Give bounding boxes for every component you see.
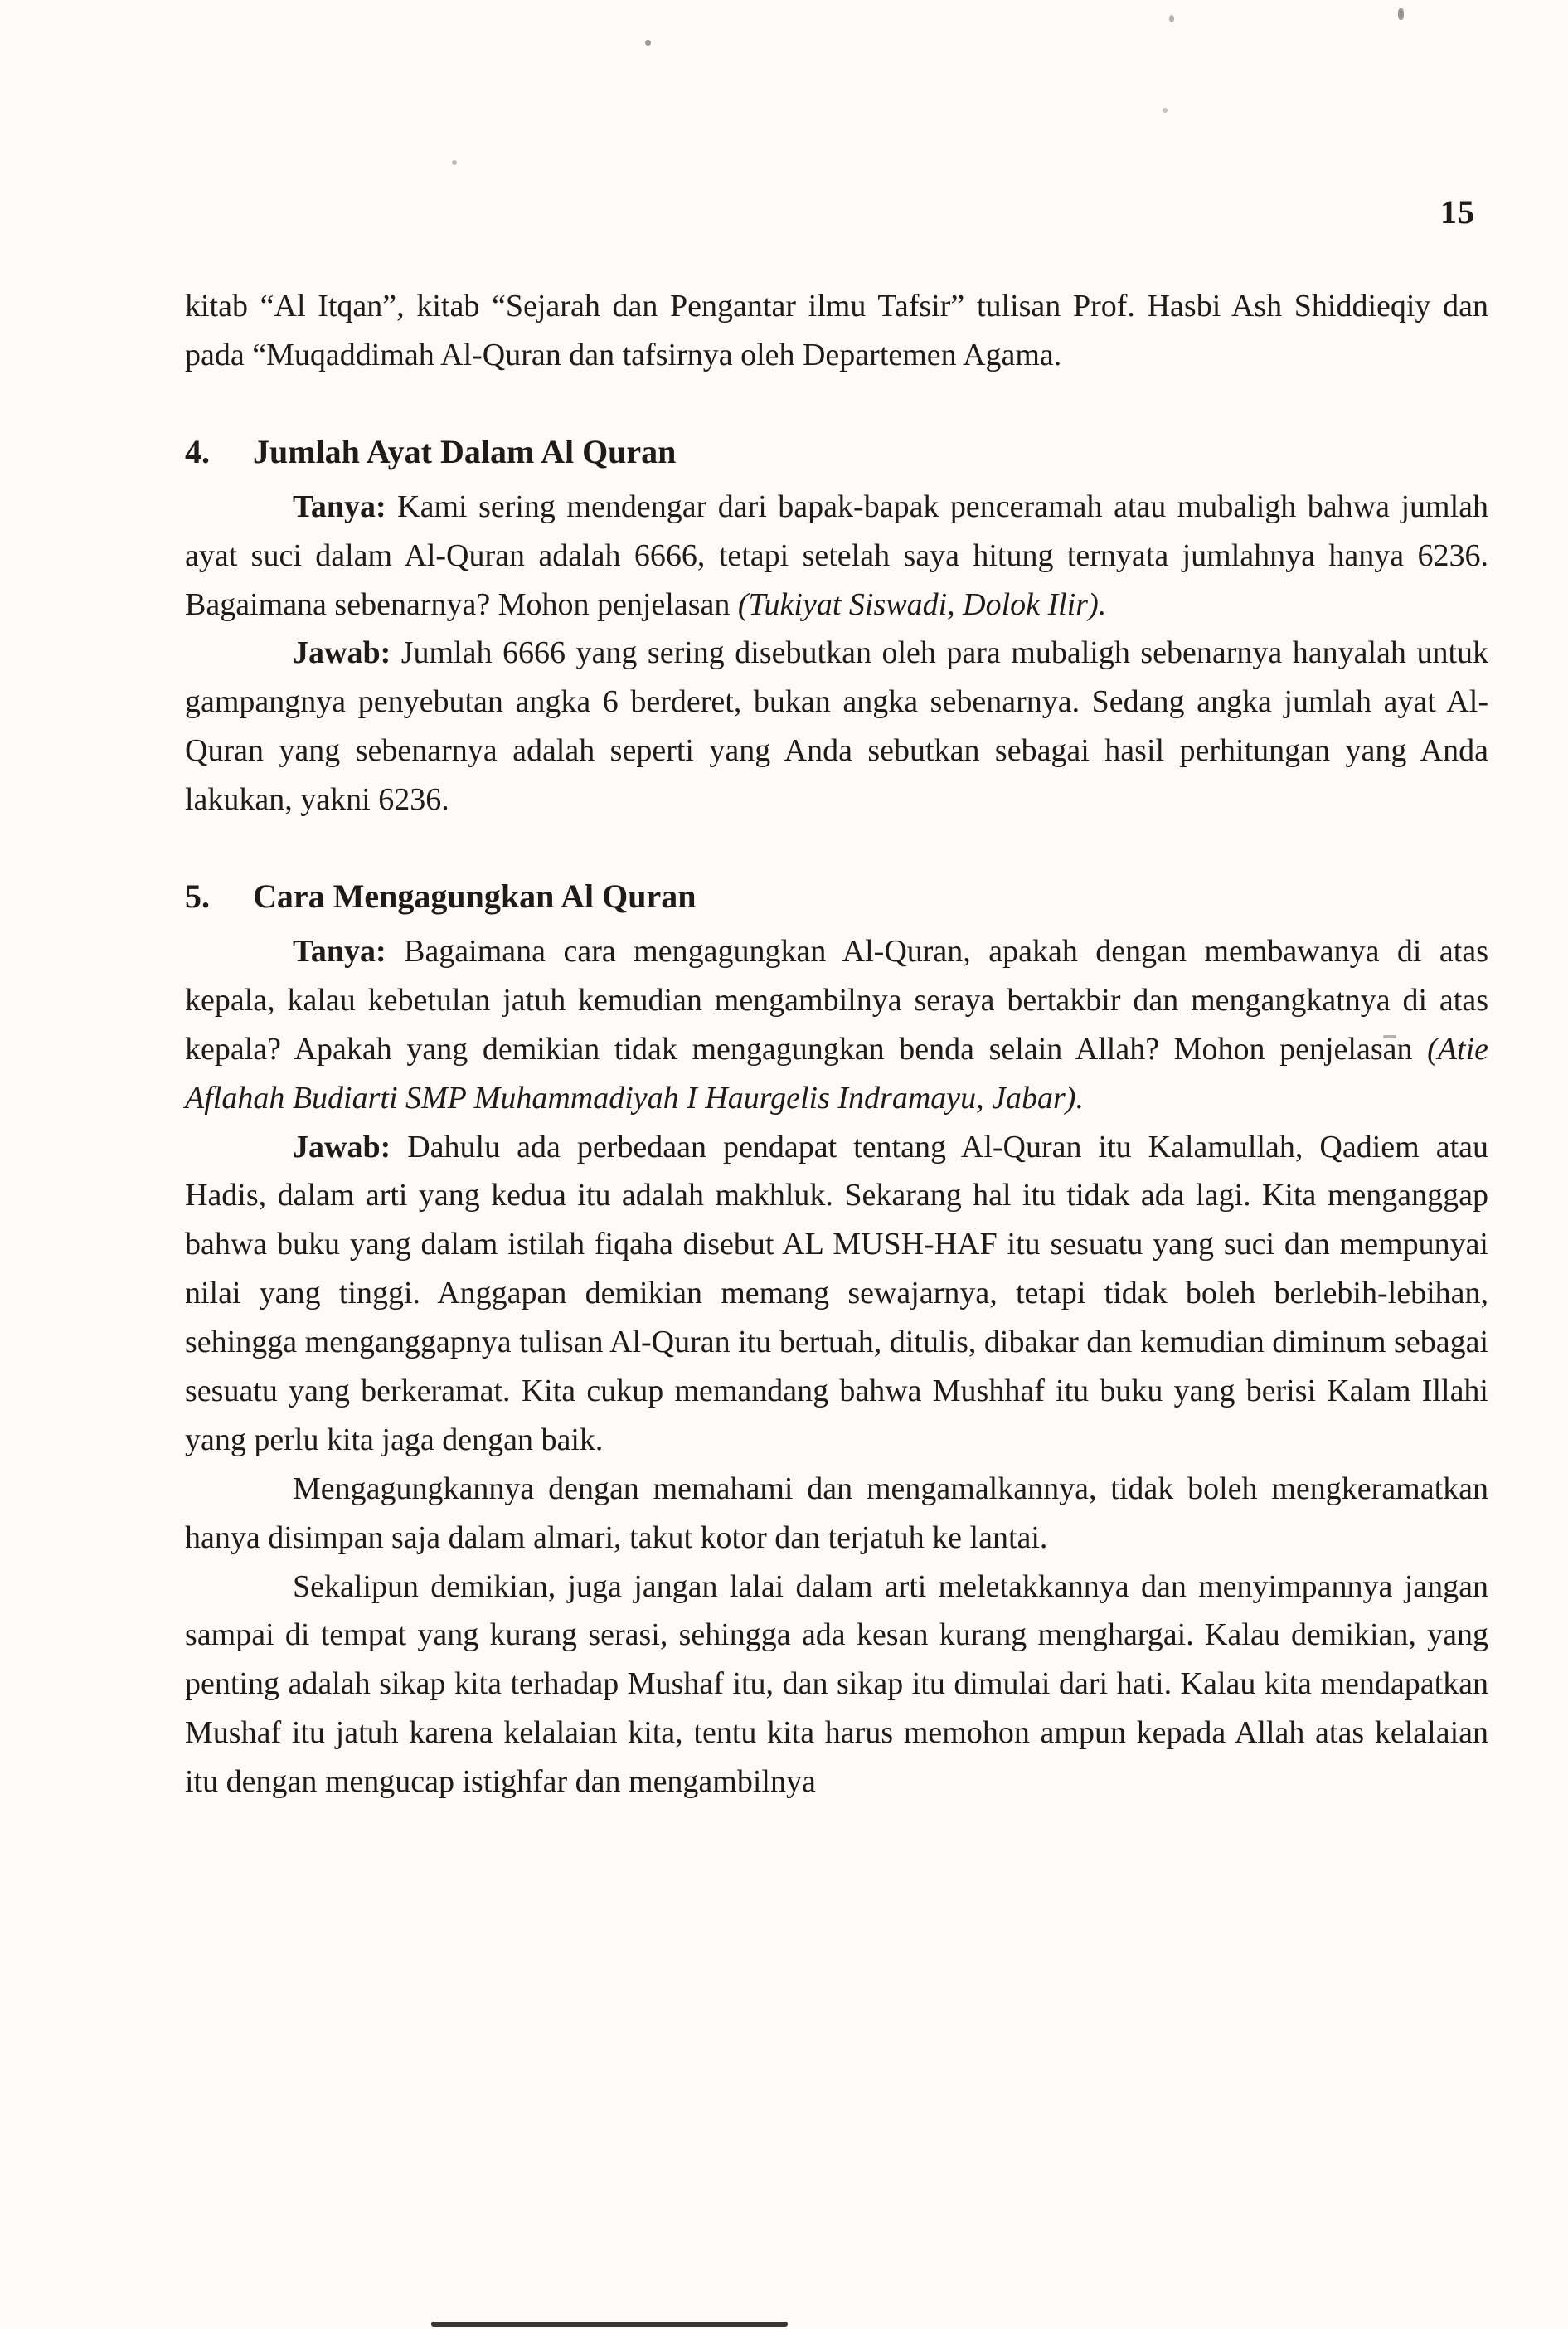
bold-run: Tanya: xyxy=(293,489,386,524)
section-title: Cara Mengagungkan Al Quran xyxy=(253,878,697,916)
text-run: Mengagungkannya dengan memahami dan mengamalkannya, tidak boleh mengkeramatkan hanya disimpan saja dalam almari, takut kotor dan terjatuh ke lantai. xyxy=(185,1471,1488,1555)
paragraph xyxy=(185,1563,1488,1806)
italic-run: (Atie Aflahah Budiarti SMP Muhammadiyah I Haurgelis Indramayu, Jabar). xyxy=(185,1031,1488,1116)
text-run: Sekalipun demikian, juga jangan lalai dalam arti meletakkannya dan menyimpannya jangan sampai di tempat yang kurang serasi, sehingga ada kesan kurang menghargai. Kalau demikian, yang penting adalah sikap kita terhadap Mushaf itu, dan sikap itu dimulai dari hati. Kalau kita mendapatkan Mushaf itu jatuh karena kelalaian kita, tentu kita harus memohon ampun kepada Allah atas kelalaian itu dengan mengucap istighfar dan mengambilnya xyxy=(185,1568,1488,1800)
paragraph xyxy=(185,629,1488,824)
scan-speck xyxy=(1398,8,1404,20)
section-number: 4. xyxy=(185,432,210,470)
section-number: 5. xyxy=(185,878,210,916)
paragraph xyxy=(185,483,1488,630)
section-title: Jumlah Ayat Dalam Al Quran xyxy=(253,432,677,470)
paragraph xyxy=(185,282,1488,380)
page-number: 15 xyxy=(1440,193,1475,231)
text-run: Bagaimana cara mengagungkan Al-Quran, apakah dengan membawanya di atas kepala, kalau kebetulan jatuh kemudian mengambilnya seraya bertakbir dan mengangkatnya di atas kepala? Apakah yang demikian tidak mengagungkan benda selain Allah? Mohon penjelasan xyxy=(185,934,1488,1067)
text-run: Kami sering mendengar dari bapak-bapak penceramah atau mubaligh bahwa jumlah ayat suci dalam Al-Quran adalah 6666, tetapi setelah saya hitung ternyata jumlahnya hanya 6236. Bagaimana sebenarnya? Mohon penjelasan xyxy=(185,489,1488,622)
paragraph xyxy=(185,1123,1488,1465)
bold-run: Jawab: xyxy=(293,635,391,671)
scan-speck xyxy=(1169,15,1174,22)
scan-speck xyxy=(645,40,651,46)
scan-edge-artifact xyxy=(431,2322,788,2327)
bold-run: Tanya: xyxy=(293,934,386,970)
page-body xyxy=(185,282,1488,1806)
bold-run: Jawab: xyxy=(293,1129,391,1164)
section-heading xyxy=(185,426,1488,478)
scan-speck xyxy=(452,160,457,165)
scan-speck xyxy=(1383,1035,1396,1038)
text-run: Jumlah 6666 yang sering disebutkan oleh para mubaligh sebenarnya hanyalah untuk gampangnya penyebutan angka 6 berderet, bukan angka sebenarnya. Sedang angka jumlah ayat Al-Quran yang sebenarnya adalah seperti yang Anda sebutkan sebagai hasil perhitungan yang Anda lakukan, yakni 6236. xyxy=(185,635,1488,818)
text-run: Dahulu ada perbedaan pendapat tentang Al-Quran itu Kalamullah, Qadiem atau Hadis, dalam arti yang kedua itu adalah makhluk. Sekarang hal itu tidak ada lagi. Kita menganggap bahwa buku yang dalam istilah fiqaha disebut AL MUSH-HAF itu sesuatu yang suci dan mempunyai nilai yang tinggi. Anggapan demikian memang sewajarnya, tetapi tidak boleh berlebih-lebihan, sehingga menganggapnya tulisan Al-Quran itu bertuah, ditulis, dibakar dan kemudian diminum sebagai sesuatu yang berkeramat. Kita cukup memandang bahwa Mushhaf itu buku yang berisi Kalam Illahi yang perlu kita jaga dengan baik. xyxy=(185,1129,1488,1457)
section-heading xyxy=(185,871,1488,922)
paragraph xyxy=(185,1465,1488,1563)
paragraph xyxy=(185,927,1488,1123)
text-run: kitab “Al Itqan”, kitab “Sejarah dan Pengantar ilmu Tafsir” tulisan Prof. Hasbi Ash Shiddieqiy dan pada “Muqaddimah Al-Quran dan tafsirnya oleh Departemen Agama. xyxy=(185,289,1488,372)
scan-speck xyxy=(1163,108,1168,113)
scan-speck xyxy=(987,998,993,1004)
italic-run: (Tukiyat Siswadi, Dolok Ilir). xyxy=(737,586,1107,622)
